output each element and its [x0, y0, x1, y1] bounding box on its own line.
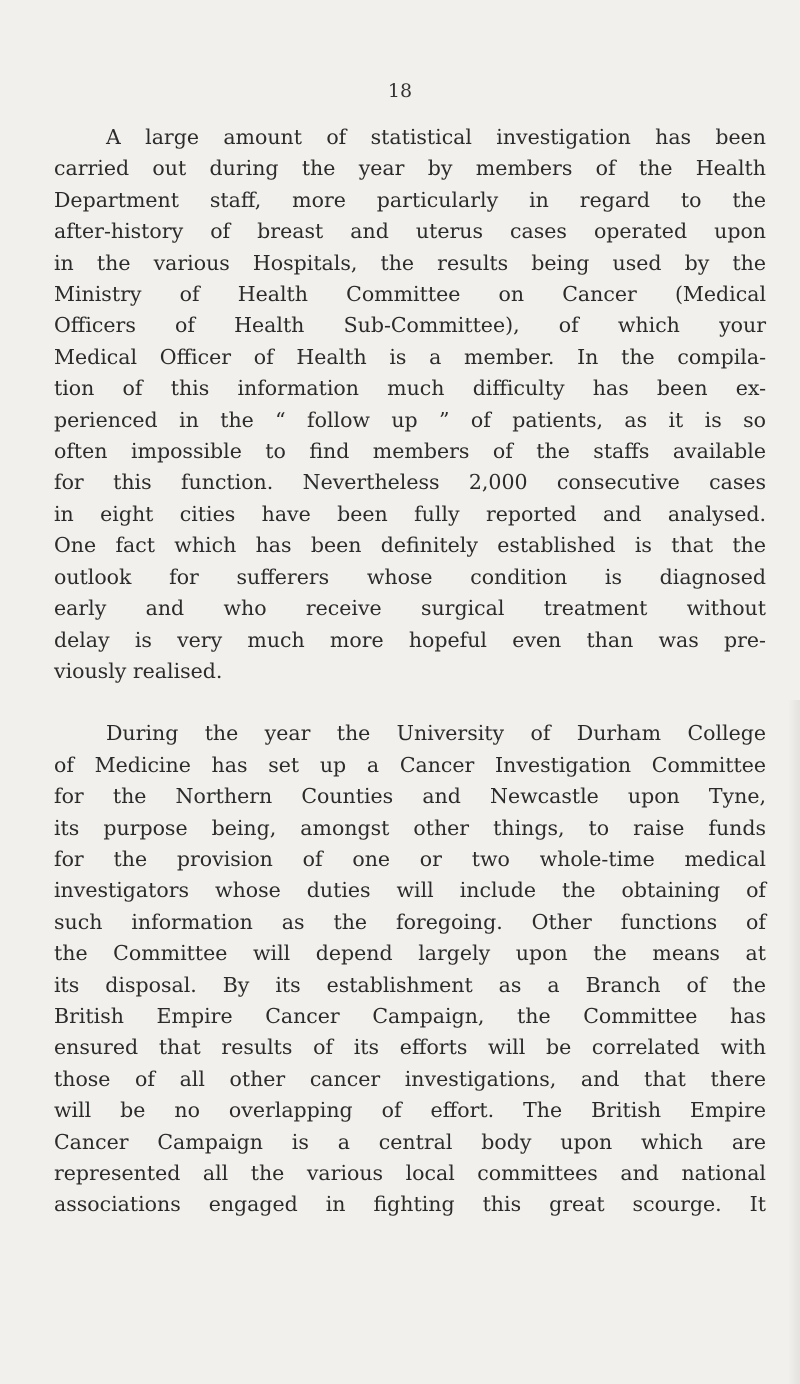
text-line: carried out during the year by members of the Health [54, 156, 766, 181]
text-line: the Committee will depend largely upon the means at [54, 941, 766, 966]
page-number: 18 [387, 80, 413, 102]
text-line: its disposal. By its establishment as a Branch of the [54, 972, 766, 997]
text-line: Medical Officer of Health is a member. In the compila- [54, 344, 766, 369]
text-line: Ministry of Health Committee on Cancer (Medical [54, 282, 766, 307]
paragraph-2 [54, 718, 766, 1221]
text-line: such information as the foregoing. Other functions of [54, 909, 766, 934]
text-line: after-history of breast and uterus cases operated upon [54, 219, 766, 244]
text-line: A large amount of statistical investigation has been [106, 125, 766, 149]
paragraph-gap [54, 687, 766, 718]
text-line: will be no overlapping of effort. The British Empire [54, 1098, 766, 1123]
text-line: often impossible to find members of the staffs available [54, 439, 766, 464]
text-line: in eight cities have been fully reported and analysed. [54, 501, 766, 526]
page-edge-shadow [788, 700, 800, 1384]
text-line: delay is very much more hopeful even than was pre- [54, 627, 766, 652]
text-line: perienced in the “ follow up ” of patients, as it is so [54, 407, 766, 432]
text-line: its purpose being, amongst other things, to raise funds [54, 815, 766, 840]
text-line: for this function. Nevertheless 2,000 consecutive cases [54, 470, 766, 495]
text-line: for the Northern Counties and Newcastle upon Tyne, [54, 784, 766, 809]
text-line: Department staff, more particularly in regard to the [54, 187, 766, 212]
text-line: tion of this information much difficulty has been ex- [54, 376, 766, 401]
text-line: viously realised. [54, 658, 223, 683]
body-text [54, 122, 766, 1221]
text-line: for the provision of one or two whole-time medical [54, 846, 766, 871]
text-line: those of all other cancer investigations, and that there [54, 1066, 766, 1091]
text-line: British Empire Cancer Campaign, the Committee has [54, 1003, 766, 1028]
paragraph-1 [54, 122, 766, 687]
text-line: represented all the various local committees and national [54, 1161, 766, 1185]
text-line: Cancer Campaign is a central body upon which are [54, 1129, 766, 1154]
text-line: Officers of Health Sub-Committee), of which your [54, 313, 766, 338]
text-line: in the various Hospitals, the results being used by the [54, 250, 766, 275]
text-line: ensured that results of its efforts will be correlated with [54, 1035, 766, 1060]
text-line: investigators whose duties will include the obtaining of [54, 878, 766, 903]
text-line: outlook for sufferers whose condition is diagnosed [54, 564, 766, 589]
text-line: of Medicine has set up a Cancer Investigation Committee [54, 752, 766, 777]
text-line: early and who receive surgical treatment without [54, 596, 766, 621]
text-line: During the year the University of Durham College [106, 721, 766, 746]
text-line: One fact which has been definitely established is that the [54, 533, 766, 558]
text-line: associations engaged in fighting this great scourge. It [54, 1192, 766, 1217]
